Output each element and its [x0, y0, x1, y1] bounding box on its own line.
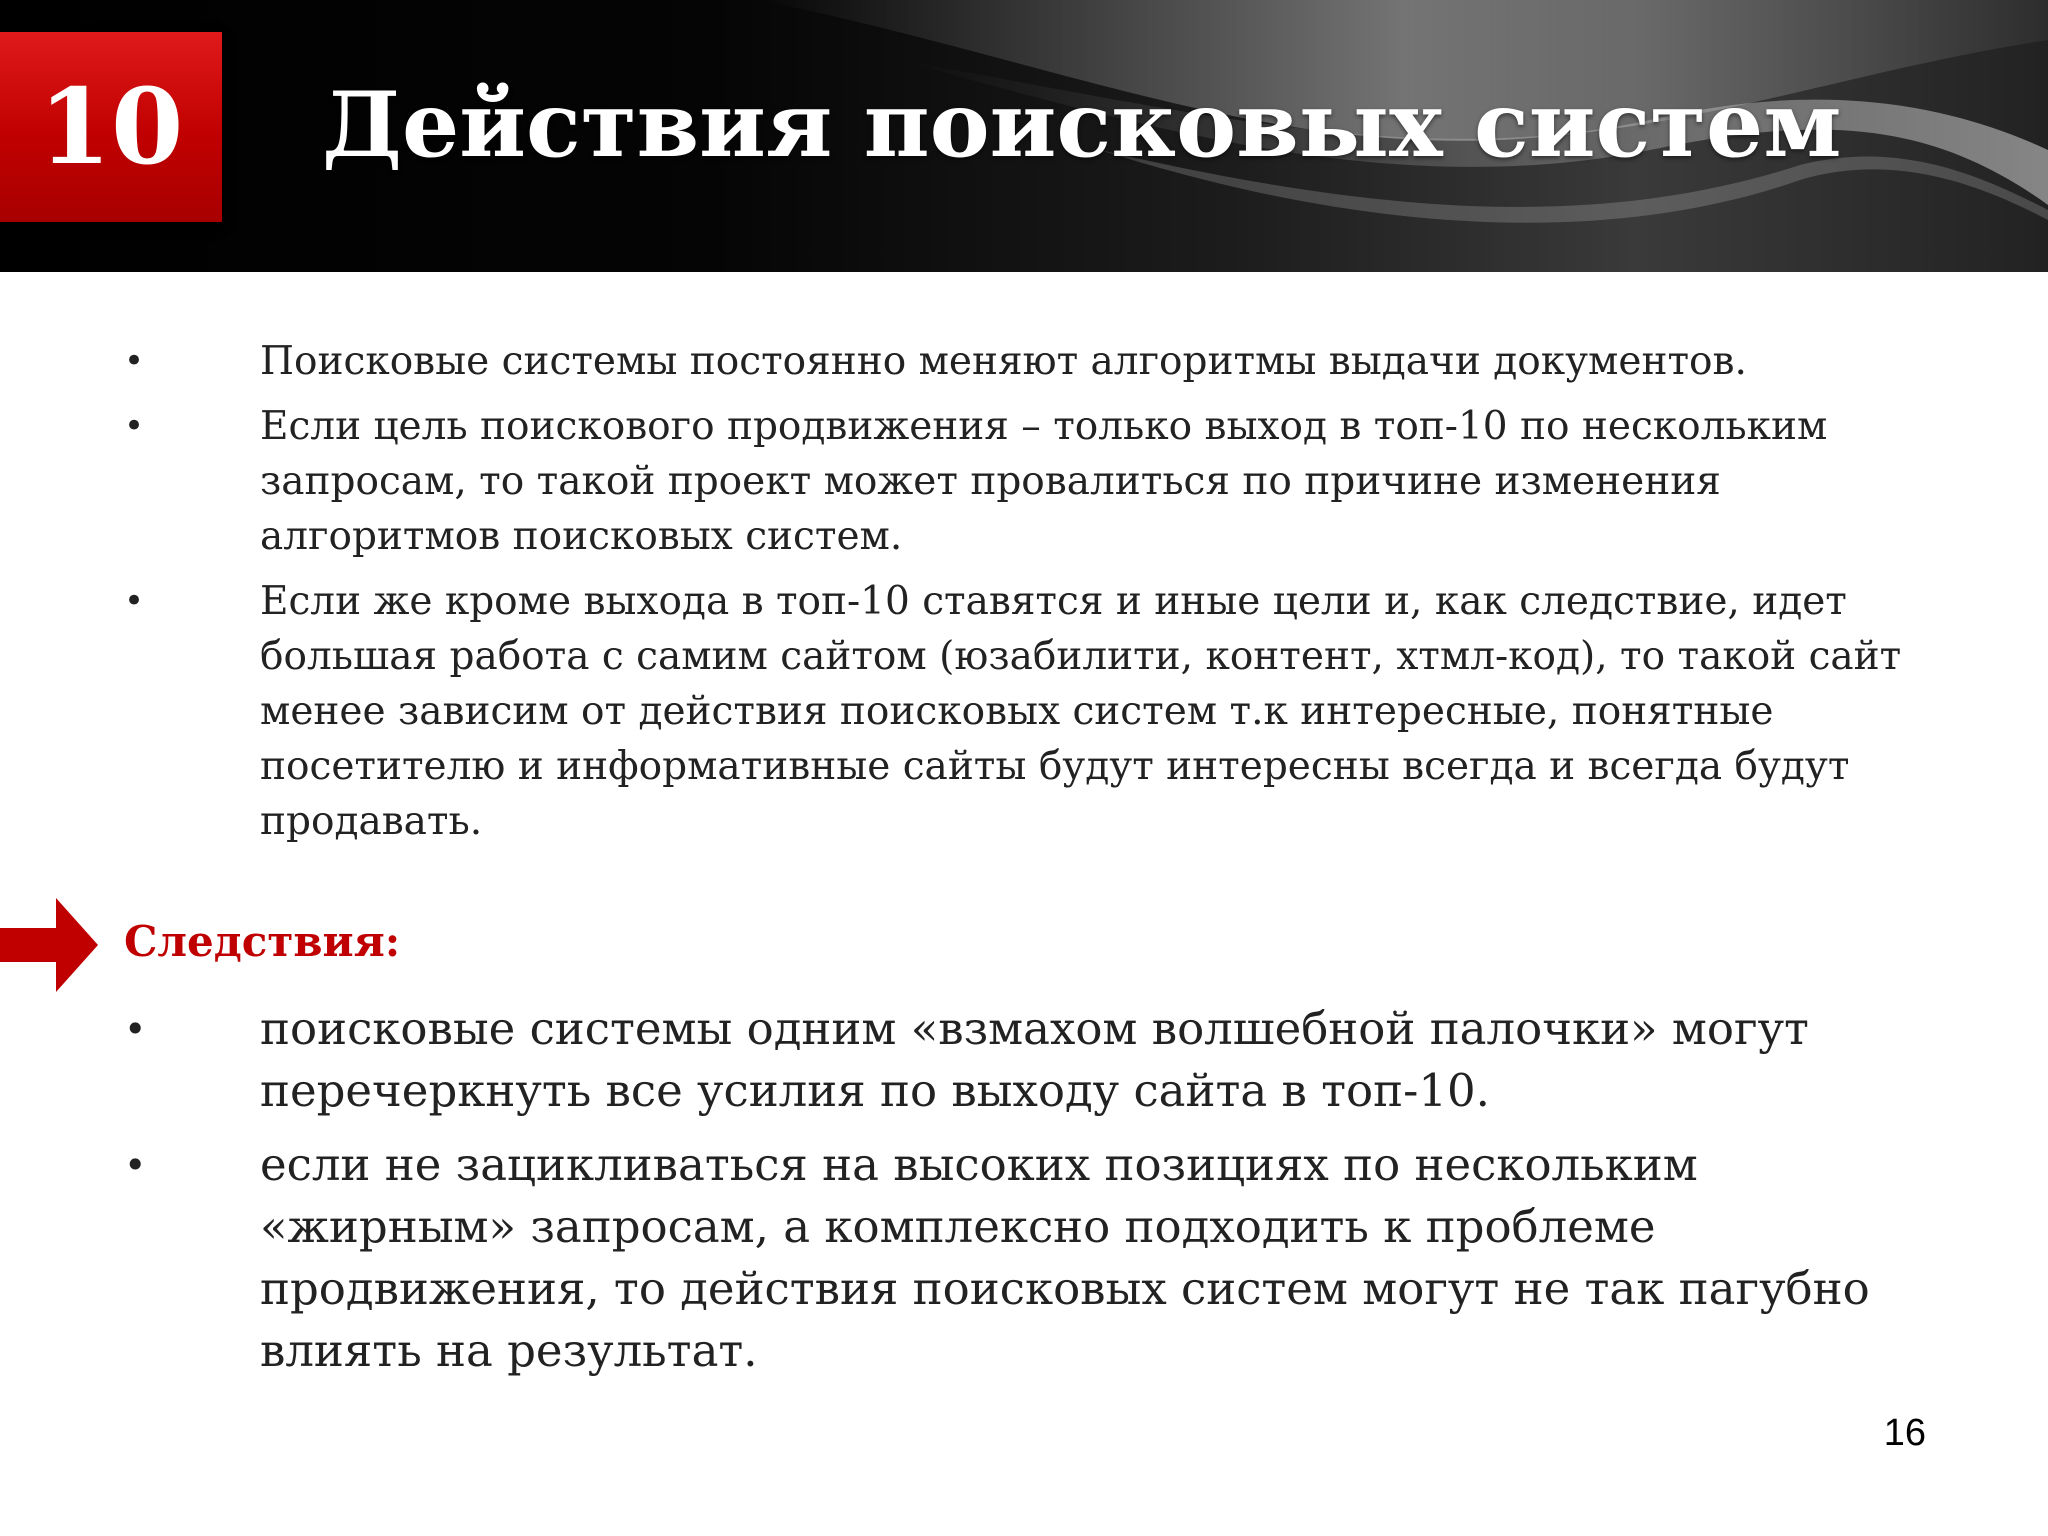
- list-item: [0, 998, 1960, 1122]
- slide-number-badge: [0, 32, 222, 222]
- bullet-icon: •: [124, 341, 145, 381]
- bullet-icon: •: [124, 581, 145, 621]
- bullet-text: Поисковые системы постоянно меняют алгоритмы выдачи документов.: [260, 339, 1747, 384]
- slide-number: 10: [38, 65, 184, 188]
- bullet-text: Если цель поискового продвижения – только выход в топ-10 по нескольким запросам, то такой проект может провалиться по причине изменения алгоритмов поисковых систем.: [260, 404, 1828, 559]
- slide-header: [0, 0, 2048, 272]
- list-item: [0, 334, 1960, 389]
- list-item: [0, 1134, 1960, 1382]
- bullet-text: поисковые системы одним «взмахом волшебной палочки» могут перечеркнуть все усилия по выходу сайта в топ-10.: [260, 1002, 1809, 1117]
- page-number: 16: [1883, 1412, 1926, 1454]
- list-item: [0, 574, 1960, 849]
- bullet-icon: •: [124, 1007, 147, 1051]
- bullet-icon: •: [124, 406, 145, 446]
- list-item: [0, 399, 1960, 564]
- bullet-text: Если же кроме выхода в топ-10 ставятся и иные цели и, как следствие, идет большая работа с самим сайтом (юзабилити, контент, хтмл-код), то такой сайт менее зависим от действия поисковых систем т.к интересные, понятные посетителю и информативные сайты будут интересны всегда и всегда будут продавать.: [260, 579, 1902, 844]
- consequences-heading: [0, 898, 800, 998]
- consequences-label: Следствия:: [124, 917, 401, 966]
- consequences-bullet-list: [0, 998, 1960, 1394]
- bullet-text: если не зацикливаться на высоких позициях по нескольким «жирным» запросам, а комплексно подходить к проблеме продвижения, то действия поисковых систем могут не так пагубно влиять на результат.: [260, 1138, 1870, 1377]
- main-bullet-list: [0, 334, 1960, 859]
- slide-title: Действия поисковых систем: [322, 72, 1842, 178]
- arrow-right-icon: [0, 898, 100, 998]
- bullet-icon: •: [124, 1143, 147, 1187]
